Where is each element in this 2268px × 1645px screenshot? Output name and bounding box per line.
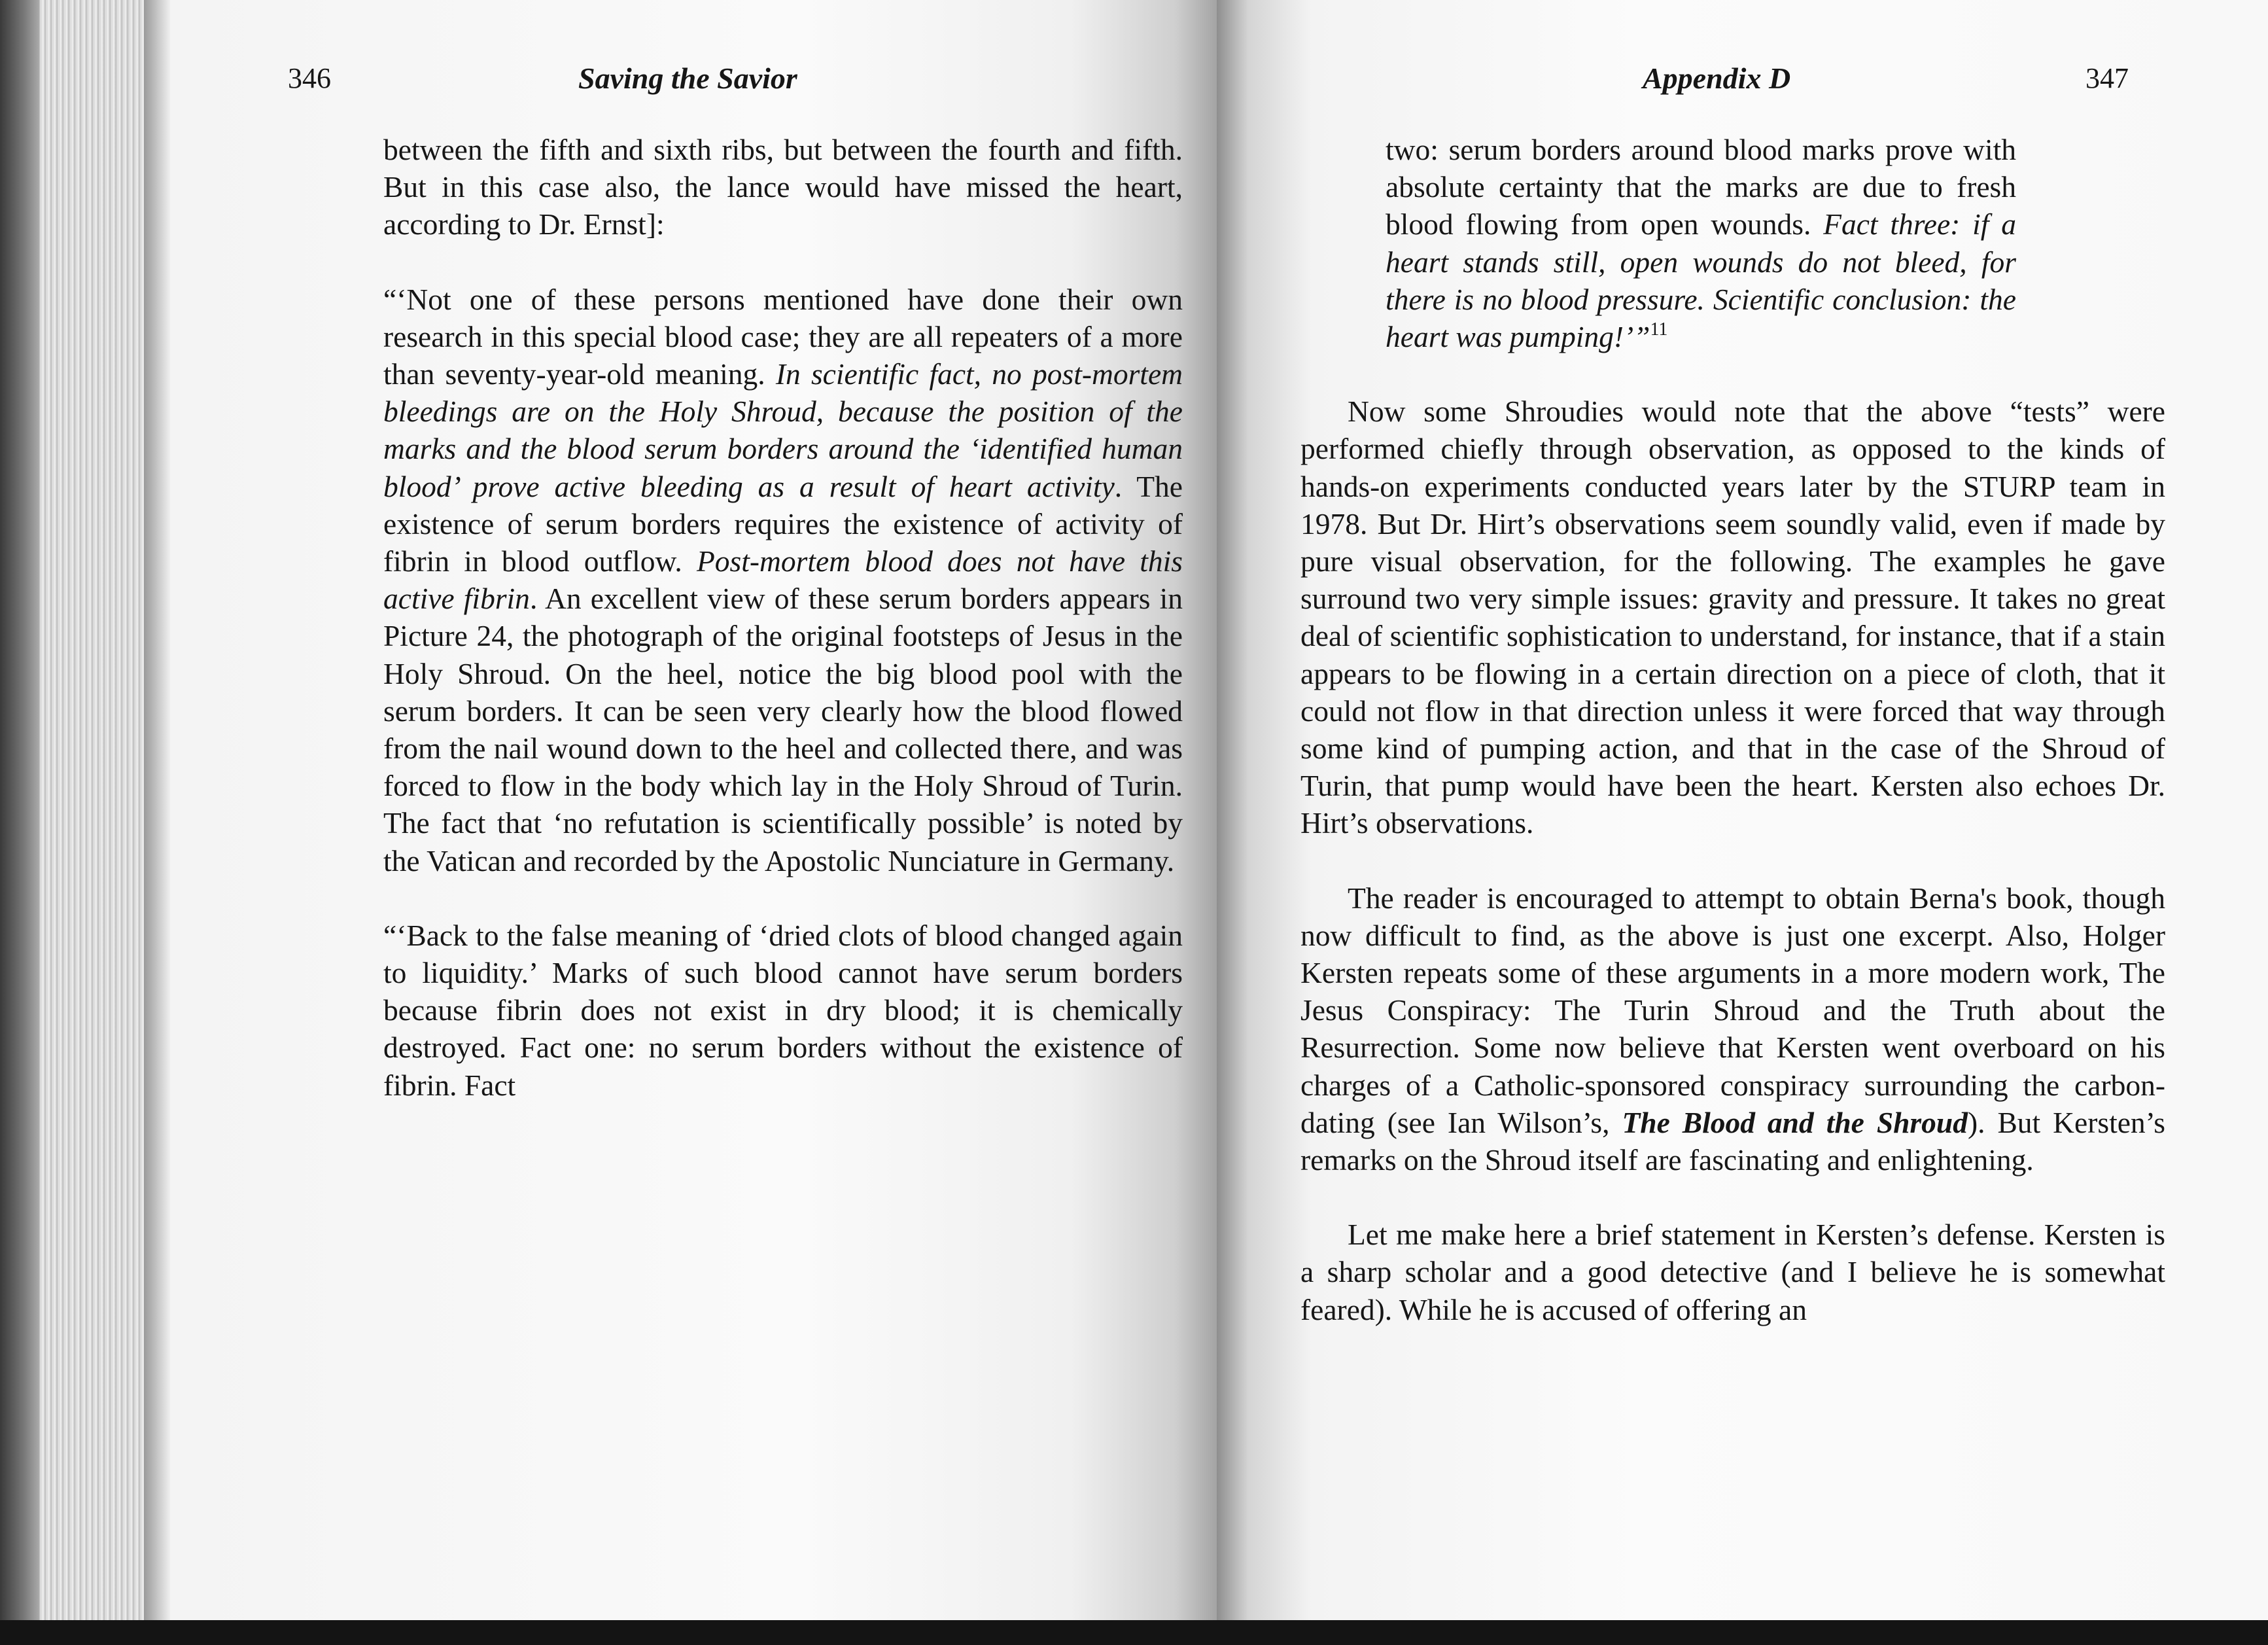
paragraph: [1300, 1216, 2165, 1328]
emphasis-run: In scientific fact, no post-mortem bleedings are on the Holy Shroud, because the position of the marks and the blood serum borders around the ‘identified human blood’ prove active bleeding as a result of heart activity: [383, 357, 1183, 503]
page-number-left: 346: [288, 62, 331, 94]
text-run: “‘Not one of these persons mentioned have done their own research in this special blood case; they are all repeaters of a more than seventy-year-old meaning.: [383, 282, 1183, 391]
page-number-right: 347: [2085, 62, 2129, 94]
text-column-right: [1300, 131, 2165, 1366]
text-run: . The existence of serum borders requires the existence of activity of fibrin in blood outflow.: [383, 469, 1183, 578]
paragraph: [1300, 393, 2165, 841]
paragraph: [383, 281, 1183, 879]
block-quote: [1386, 131, 2016, 355]
right-page: [1217, 0, 2268, 1620]
text-run: . An excellent view of these serum borders appears in Picture 24, the photograph of the original footsteps of Jesus in the Holy Shroud. On the heel, notice the big blood pool with the serum borders. It can be seen very clearly how the blood flowed from the nail wound down to the heel and collected there, and was forced to flow in the body which lay in the Holy Shroud of Turin. The fact that ‘no refutation is scientifically possible’ is noted by the Vatican and recorded by the Apostolic Nunciature in Germany.: [383, 582, 1183, 877]
paragraph: [383, 917, 1183, 1104]
left-page: [170, 0, 1217, 1620]
book-page-edges: [0, 0, 170, 1620]
emphasis-run: Fact three: if a heart stands still, open wounds do not bleed, for there is no blood pressure. Scientific conclusion: the heart was pumping!’”: [1386, 207, 2016, 354]
text-column-left: [383, 131, 1183, 1141]
text-run: The reader is encouraged to attempt to obtain Berna's book, though now difficult to find, as the above is just one excerpt. Also, Holger Kersten repeats some of these arguments in a more modern work, The Jesus Conspiracy: The Turin Shroud and the Truth about the Resurrection. Some now believe that Kersten went overboard on his charges of a Catholic-sponsored conspiracy surrounding the carbon-dating (see Ian Wilson’s,: [1300, 881, 2165, 1139]
text-run: Let me make here a brief statement in Kersten’s defense. Kersten is a sharp scholar and a good detective (and I believe he is somewhat feared). While he is accused of offering an: [1300, 1218, 2165, 1326]
paragraph: [383, 131, 1183, 243]
book-title-emphasis: The Blood and the Shroud: [1622, 1105, 1968, 1139]
scan-bottom-shadow: [0, 1620, 2268, 1645]
text-run: two: serum borders around blood marks prove with absolute certainty that the marks are due to fresh blood flowing from open wounds.: [1386, 133, 2016, 241]
running-head-left: Saving the Savior: [578, 62, 797, 95]
emphasis-run: Post-mortem blood does not have this active fibrin: [383, 544, 1183, 616]
text-run: ). But Kersten’s remarks on the Shroud itself are fascinating and enlightening.: [1300, 1105, 2166, 1177]
text-run: Now some Shroudies would note that the above “tests” were performed chiefly through observation, as opposed to the kinds of hands-on experiments conducted years later by the STURP team in 1978. But Dr. Hirt’s observations seem soundly valid, even if made by pure visual observation, for the following. The examples he gave surround two very simple issues: gravity and pressure. It takes no great deal of scientific sophistication to understand, for instance, that if a stain appears to be flowing in a certain direction on a piece of cloth, that it could not flow in that direction unless it were forced that way through some kind of pumping action, and that in the case of the Shroud of Turin, that pump would have been the heart. Kersten also echoes Dr. Hirt’s observations.: [1300, 395, 2165, 840]
paragraph: [1300, 879, 2165, 1179]
running-head-right: Appendix D: [1643, 62, 1791, 95]
footnote-ref: 11: [1650, 319, 1668, 340]
text-run: “‘Back to the false meaning of ‘dried clots of blood changed again to liquidity.’ Marks of such blood cannot have serum borders because fibrin does not exist in dry blood; it is chemically destroyed. Fact one: no serum borders without the existence of fibrin. Fact: [383, 918, 1183, 1102]
text-run: between the fifth and sixth ribs, but between the fourth and fifth. But in this case also, the lance would have missed the heart, according to Dr. Ernst]:: [383, 133, 1183, 241]
